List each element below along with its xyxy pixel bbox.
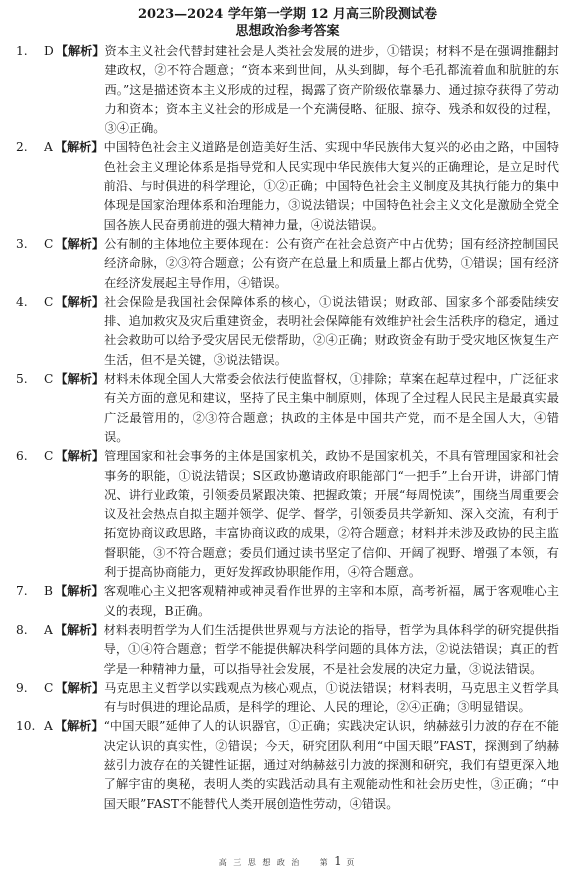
document-subtitle: 思想政治参考答案 (235, 24, 340, 39)
question-number: 8. (16, 622, 28, 637)
analysis-tag: 【解析】 (54, 719, 104, 734)
question-number: 9. (16, 680, 28, 695)
question-number: 10. (16, 719, 36, 734)
question-number: 6. (16, 449, 28, 464)
analysis-text: “中国天眼”延伸了人的认识器官，①正确；实践决定认识，纳赫兹引力波的存在不能决定认识的真实性，②错误；今天，研究团队利用“中国天眼”FAST，探测到了纳赫兹引力波存在的关键性证据，通过对纳赫兹引力波的探测和研究，我们有望更深入地了解宇宙的奥秘，表明人类的实践活动具有主观能动性和社会历史性，③正确；“中国天眼”FAST不能替代人类开展创造性劳动，④错误。 (103, 719, 559, 811)
analysis-text: 公有制的主体地位主要体现在：公有资产在社会总资产中占优势；国有经济控制国民经济命脉，②③符合题意；公有资产在总量上和质量上都占优势，①错误；国有经济在经济发展起主导作用，④错误。 (104, 236, 559, 290)
answer-letter: C (44, 236, 54, 251)
answer-item (16, 582, 559, 621)
answer-letter: C (44, 294, 54, 309)
analysis-tag: 【解析】 (55, 449, 105, 464)
answer-item (16, 293, 559, 370)
question-number: 5. (16, 372, 28, 387)
exam-title: 2023—2024 学年第一学期 12 月高三阶段测试卷 (137, 7, 438, 22)
answer-letter: A (44, 719, 53, 734)
analysis-tag: 【解析】 (54, 140, 104, 155)
answer-item (16, 621, 559, 679)
answer-item (16, 370, 559, 447)
answer-list (16, 42, 559, 814)
analysis-tag: 【解析】 (55, 680, 105, 695)
answer-letter: A (44, 140, 53, 155)
analysis-text: 管理国家和社会事务的主体是国家机关，政协不是国家机关，不具有管理国家和社会事务的职能，①说法错误；S区政协邀请政府职能部门“一把手”上台开讲，讲部门情况、讲行业政策，引领委员紧跟决策、把握政策；开展“每周悦读”，围绕当周重要会议及社会热点自拟主题并领学、促学、督学，引领委员共学新知、深入交流，有利于拓宽协商议政思路，丰富协商议政的成果，②符合题意；材料并未涉及政协的民主监督职能，③不符合题意；委员们通过读书坚定了信仰、开阔了视野、增强了本领，有利于提高协商能力，更好发挥政协职能作用，④符合题意。 (104, 449, 559, 580)
question-number: 1. (16, 44, 28, 58)
question-number: 7. (16, 584, 28, 599)
answer-letter: D (44, 44, 54, 58)
analysis-tag: 【解析】 (55, 294, 105, 309)
analysis-text: 社会保险是我国社会保障体系的核心，①说法错误；财政部、国家多个部委陆续安排、追加救灾及灾后重建资金，表明社会保障能有效维护社会生活秩序的稳定，通过社会救助可以给予受灾居民无偿帮助，②④正确；财政资金有助于受灾地区恢复生产生活，但不是关键，③说法错误。 (104, 294, 559, 367)
analysis-text: 资本主义社会代替封建社会是人类社会发展的进步，①错误；材料不是在强调推翻封建政权，②不符合题意；“资本来到世间，从头到脚，每个毛孔都流着血和肮脏的东西。”这是描述资本主义形成的过程，揭露了资产阶级依靠暴力、通过掠夺获得了劳动力和资本；资本主义社会的形成是一个充满侵略、征服、掠夺、残杀和奴役的过程，③④正确。 (104, 44, 559, 136)
question-number: 2. (16, 140, 28, 155)
answer-item (16, 679, 559, 718)
document-header (16, 6, 559, 40)
answer-letter: C (44, 449, 54, 464)
answer-item (16, 447, 559, 582)
answer-item (16, 717, 559, 813)
footer-page-prefix: 第 (319, 858, 330, 867)
analysis-tag: 【解析】 (55, 236, 105, 251)
answer-letter: B (44, 584, 53, 599)
answer-item (16, 42, 559, 138)
answer-item (16, 138, 559, 234)
answer-item (16, 235, 559, 293)
answer-letter: A (44, 622, 53, 637)
analysis-text: 马克思主义哲学以实践观点为核心观点，①说法错误；材料表明，马克思主义哲学具有与时俱进的理论品质，是科学的理论、人民的理论，②④正确；③明显错误。 (104, 680, 559, 715)
answer-letter: C (44, 372, 54, 387)
question-number: 4. (16, 294, 28, 309)
analysis-tag: 【解析】 (54, 584, 104, 599)
footer-subject: 高 三 思 想 政 治 (218, 858, 302, 867)
analysis-text: 材料表明哲学为人们生活提供世界观与方法论的指导，哲学为具体科学的研究提供指导，①④符合题意；哲学不能提供解决科学问题的具体方法，②说法错误；真正的哲学是一种精神力量，可以指导社会发展，不是社会发展的决定力量，③说法错误。 (103, 622, 559, 676)
page-footer (0, 854, 575, 868)
analysis-tag: 【解析】 (55, 44, 105, 58)
footer-page-suffix: 页 (346, 858, 357, 867)
analysis-text: 中国特色社会主义道路是创造美好生活、实现中华民族伟大复兴的必由之路，中国特色社会主义理论体系是指导党和人民实现中华民族伟大复兴的正确理论，是立足时代前沿、与时俱进的科学理论，①②正确；中国特色社会主义制度及其执行能力的集中体现是国家治理体系和治理能力，③说法错误；中国特色社会主义文化是激励全党全国各族人民奋勇前进的强大精神力量，④说法错误。 (103, 140, 559, 232)
analysis-tag: 【解析】 (54, 622, 104, 637)
analysis-text: 材料未体现全国人大常委会依法行使监督权，①排除；草案在起草过程中，广泛征求有关方面的意见和建议，坚持了民主集中制原则，体现了全过程人民民主是最真实最广泛最管用的，②③符合题意；执政的主体是中国共产党，而不是全国人大，④错误。 (104, 372, 559, 444)
question-number: 3. (16, 236, 28, 251)
answer-letter: C (44, 680, 54, 695)
analysis-text: 客观唯心主义把客观精神或神灵看作世界的主宰和本原，高考祈福，属于客观唯心主义的表现，B正确。 (103, 584, 559, 618)
footer-page-number: 1 (334, 854, 342, 868)
analysis-tag: 【解析】 (55, 372, 105, 387)
